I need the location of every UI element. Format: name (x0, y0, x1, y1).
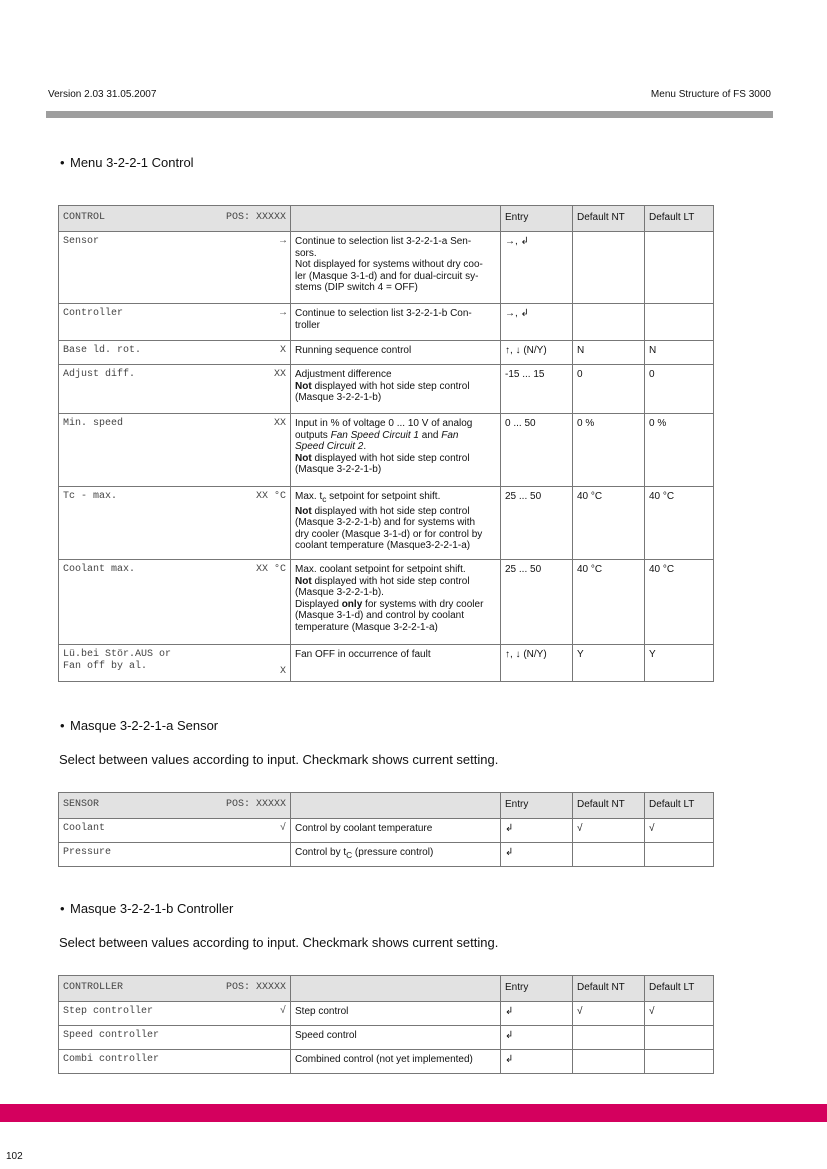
menu-item-value: X (279, 345, 286, 356)
menu-item-label: Sensor (63, 236, 100, 247)
default-nt-cell: 0 % (573, 414, 645, 487)
default-nt-cell: 40 °C (573, 560, 645, 645)
section-title-text: Menu 3-2-2-1 Control (70, 155, 194, 170)
menu-item-label-alt: Fan off by al. (63, 660, 148, 672)
entry-cell: ↲ (501, 1026, 573, 1050)
table-row (59, 365, 714, 414)
default-lt-cell: √ (645, 1002, 714, 1026)
menu-item-label: Min. speed (63, 418, 124, 429)
menu-item-cell (59, 365, 291, 414)
menu-item-value: √ (279, 823, 286, 834)
header-pos-label: POS: XXXXX (225, 799, 286, 810)
controller-table (58, 975, 714, 1074)
description-cell: Control by coolant temperature (291, 819, 501, 843)
menu-item-cell (59, 819, 291, 843)
table-row (59, 1026, 714, 1050)
menu-item-cell (59, 843, 291, 867)
menu-item-label: Tc - max. (63, 491, 118, 502)
default-lt-cell: N (645, 341, 714, 365)
table-row (59, 1002, 714, 1026)
menu-item-cell (59, 1002, 291, 1026)
menu-item-cell (59, 341, 291, 365)
entry-cell: ↲ (501, 1002, 573, 1026)
menu-item-label: Combi controller (63, 1054, 160, 1065)
default-lt-cell: 0 % (645, 414, 714, 487)
header-entry-cell: Entry (501, 976, 573, 1002)
menu-item-label: Adjust diff. (63, 369, 136, 380)
bullet-icon: • (60, 901, 65, 916)
menu-item-value: XX (273, 369, 286, 380)
entry-cell: 0 ... 50 (501, 414, 573, 487)
default-nt-cell: √ (573, 819, 645, 843)
menu-item-value: XX °C (255, 564, 286, 575)
default-nt-cell: 0 (573, 365, 645, 414)
description-cell: Combined control (not yet implemented) (291, 1050, 501, 1074)
description-cell: Continue to selection list 3-2-2-1-a Sen- sors. Not displayed for systems without dry coo- ler (Masque 3-1-d) and for dual-circuit sy- stems (DIP switch 4 = OFF) (291, 232, 501, 304)
table-row (59, 232, 714, 304)
table-header-row (59, 206, 714, 232)
menu-item-value: → (279, 236, 286, 247)
header-divider (46, 111, 773, 118)
entry-cell: →, ↲ (501, 232, 573, 304)
description-cell: Control by $t_C$ (pressure control) (291, 843, 501, 867)
entry-cell: ↲ (501, 819, 573, 843)
header-desc-cell (291, 976, 501, 1002)
menu-item-cell (59, 560, 291, 645)
default-lt-cell (645, 1026, 714, 1050)
description-cell: Speed control (291, 1026, 501, 1050)
description-cell: Input in % of voltage 0 ... 10 V of analog outputs Fan Speed Circuit 1 and Fan Speed Circuit 2. Not displayed with hot side step control (Masque 3-2-2-1-b) (291, 414, 501, 487)
section-title-text: Masque 3-2-2-1-b Controller (70, 901, 234, 916)
section-note-controller: Select between values according to input. Checkmark shows current setting. (59, 935, 499, 950)
control-table-body (59, 206, 714, 682)
section-note-sensor: Select between values according to input. Checkmark shows current setting. (59, 752, 499, 767)
entry-cell: ↑, ↓ (N/Y) (501, 645, 573, 682)
description-cell: Max. coolant setpoint for setpoint shift. Not displayed with hot side step control (Masque 3-2-2-1-b). Displayed only for systems with dry cooler (Masque 3-1-d) and control by coolant temperature (Masque 3-2-2-1-a) (291, 560, 501, 645)
table-row (59, 487, 714, 560)
description-cell: Fan OFF in occurrence of fault (291, 645, 501, 682)
header-title: Menu Structure of FS 3000 (650, 89, 771, 100)
sensor-table (58, 792, 714, 867)
default-lt-cell: 0 (645, 365, 714, 414)
header-pos-label: POS: XXXXX (225, 982, 286, 993)
header-default-nt-cell: Default NT (573, 976, 645, 1002)
default-nt-cell: N (573, 341, 645, 365)
bullet-icon: • (60, 718, 65, 733)
default-lt-cell (645, 1050, 714, 1074)
header-version: Version 2.03 31.05.2007 (48, 89, 157, 100)
bullet-icon: • (60, 155, 65, 170)
table-row (59, 819, 714, 843)
default-lt-cell: 40 °C (645, 560, 714, 645)
default-nt-cell (573, 232, 645, 304)
table-header-row (59, 793, 714, 819)
table-row (59, 414, 714, 487)
description-cell: Continue to selection list 3-2-2-1-b Con- troller (291, 304, 501, 341)
default-lt-cell (645, 843, 714, 867)
entry-cell: 25 ... 50 (501, 487, 573, 560)
header-entry-cell: Entry (501, 206, 573, 232)
menu-item-label: Speed controller (63, 1030, 160, 1041)
table-header-row (59, 976, 714, 1002)
default-nt-cell (573, 1050, 645, 1074)
page-number: 102 (6, 1151, 23, 1162)
menu-item-label: Base ld. rot. (63, 345, 142, 356)
default-nt-cell: Y (573, 645, 645, 682)
entry-cell: ↲ (501, 1050, 573, 1074)
menu-item-cell (59, 487, 291, 560)
entry-cell: 25 ... 50 (501, 560, 573, 645)
footer-bar (0, 1104, 827, 1122)
table-row (59, 1050, 714, 1074)
header-menu-cell (59, 206, 291, 232)
menu-item-cell (59, 1026, 291, 1050)
menu-item-cell (59, 232, 291, 304)
table-row (59, 341, 714, 365)
header-menu-cell (59, 976, 291, 1002)
menu-item-cell (59, 645, 291, 682)
entry-cell: -15 ... 15 (501, 365, 573, 414)
menu-item-cell (59, 304, 291, 341)
menu-item-label: Pressure (63, 847, 112, 858)
description-cell: Running sequence control (291, 341, 501, 365)
default-lt-cell: 40 °C (645, 487, 714, 560)
header-desc-cell (291, 206, 501, 232)
control-table (58, 205, 714, 682)
header-default-lt-cell: Default LT (645, 206, 714, 232)
description-cell: Max. $t_c$ setpoint for setpoint shift. Not displayed with hot side step control (Masque 3-2-2-1-b) and for systems with dry cooler (Masque 3-1-d) or for control by coolant temperature (Masque3-2-2-1-a) (291, 487, 501, 560)
menu-item-label: Lü.bei Stör.AUS or (63, 649, 172, 660)
entry-cell: ↲ (501, 843, 573, 867)
header-pos-label: POS: XXXXX (225, 212, 286, 223)
header-default-nt-cell: Default NT (573, 206, 645, 232)
default-lt-cell (645, 232, 714, 304)
header-default-lt-cell: Default LT (645, 976, 714, 1002)
description-cell: Adjustment difference Not displayed with hot side step control (Masque 3-2-2-1-b) (291, 365, 501, 414)
header-menu-cell (59, 793, 291, 819)
header-default-lt-cell: Default LT (645, 793, 714, 819)
entry-cell: →, ↲ (501, 304, 573, 341)
entry-cell: ↑, ↓ (N/Y) (501, 341, 573, 365)
menu-item-value: XX (273, 418, 286, 429)
table-row (59, 560, 714, 645)
section-title-sensor (60, 718, 218, 733)
menu-item-value: → (279, 308, 286, 319)
table-row (59, 843, 714, 867)
menu-item-value: √ (279, 1006, 286, 1017)
menu-item-value: X (279, 665, 286, 677)
section-title-text: Masque 3-2-2-1-a Sensor (70, 718, 219, 733)
default-nt-cell (573, 1026, 645, 1050)
menu-item-label: Coolant (63, 823, 106, 834)
table-row (59, 304, 714, 341)
description-cell: Step control (291, 1002, 501, 1026)
controller-table-body (59, 976, 714, 1074)
header-desc-cell (291, 793, 501, 819)
section-title-controller (60, 901, 233, 916)
sensor-table-body (59, 793, 714, 867)
table-row (59, 645, 714, 682)
header-entry-cell: Entry (501, 793, 573, 819)
header-menu-label: CONTROL (63, 212, 106, 223)
default-lt-cell: Y (645, 645, 714, 682)
section-title-control (60, 155, 194, 170)
default-nt-cell (573, 304, 645, 341)
menu-item-cell (59, 1050, 291, 1074)
default-nt-cell: 40 °C (573, 487, 645, 560)
menu-item-label: Step controller (63, 1006, 154, 1017)
default-lt-cell (645, 304, 714, 341)
default-lt-cell: √ (645, 819, 714, 843)
menu-item-label: Coolant max. (63, 564, 136, 575)
default-nt-cell: √ (573, 1002, 645, 1026)
menu-item-label: Controller (63, 308, 124, 319)
header-menu-label: CONTROLLER (63, 982, 124, 993)
menu-item-value: XX °C (255, 491, 286, 502)
menu-item-cell (59, 414, 291, 487)
header-menu-label: SENSOR (63, 799, 100, 810)
header-default-nt-cell: Default NT (573, 793, 645, 819)
default-nt-cell (573, 843, 645, 867)
